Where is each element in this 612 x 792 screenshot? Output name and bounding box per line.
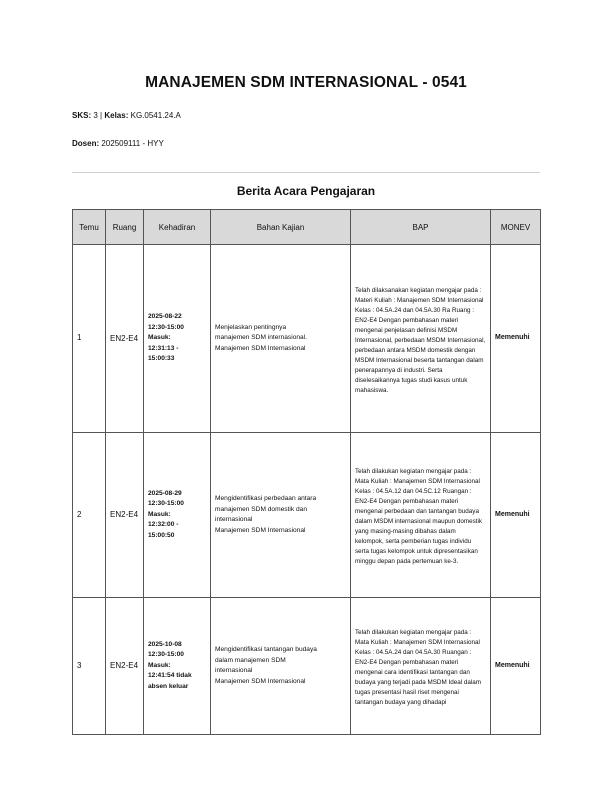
sks-label: SKS: [72,111,92,120]
bahan-line: Manajemen SDM Internasional [215,677,306,685]
ruang-cell: EN2-E4 [106,433,144,598]
kehadiran-cell [144,245,211,433]
course-title: MANAJEMEN SDM INTERNASIONAL - 0541 [145,74,467,91]
bahan-kajian-cell [211,433,351,598]
dosen-value: 202509111 - HYY [101,139,164,148]
bahan-line: manajemen SDM domestik dan [215,505,307,513]
header-temu: Temu [73,210,106,245]
ruang-cell: EN2-E4 [106,598,144,735]
kehadiran-out: absen keluar [148,682,189,690]
teaching-record-table [72,209,541,735]
bahan-line: Mengidentifikasi perbedaan antara [215,495,317,502]
monev-cell: Memenuhi [491,598,541,735]
temu-cell: 3 [73,598,106,735]
sks-value: 3 [93,111,98,120]
ruang-cell: EN2-E4 [106,245,144,433]
bap-cell: Telah dilaksanakan kegiatan mengajar pada : Materi Kuliah : Manajemen SDM Internasional Kelas : 04.5A.24 dan 04.5A.30 Ra Ruang : EN2-E4 Dengan pembahasan materi mengenai penjelasan definisi MSDM Internasional, perbedaan MSDM Internasional, perbedaan antara MSDM domestik dengan MSDM Internasional beserta tantangan dalam penerapannya di industri. Serta diselesaikannya tugas studi kasus untuk mahasiswa. [351,245,491,433]
header-ruang: Ruang [106,210,144,245]
kehadiran-time: 12:30-15:00 [148,500,184,508]
monev-cell: Memenuhi [491,433,541,598]
bap-cell [351,598,491,735]
dosen-label: Dosen: [72,139,100,148]
section-title: Berita Acara Pengajaran [236,184,376,198]
header-bap: BAP [351,210,491,245]
kelas-value: KG.0541.24.A [130,111,181,120]
bahan-line: dalam manajemen SDM [215,656,286,664]
kehadiran-time: 12:30-15:00 [148,323,184,331]
table-row [73,433,541,598]
monev-cell: Memenuhi [491,245,541,433]
table-row [73,245,541,433]
kehadiran-time: 12:30-15:00 [148,651,184,659]
bahan-line: Menjelaskan pentingnya [215,323,287,331]
meta-separator: | [100,111,103,120]
kehadiran-date: 2025-10-08 [148,640,182,648]
bahan-line: manajemen SDM internasional. [215,334,307,342]
divider [72,172,540,173]
kehadiran-in: 12:31:13 - [148,344,179,352]
kehadiran-cell [144,598,211,735]
bahan-line: Mengidentifikasi tantangan budaya [215,646,317,653]
header-kehadiran: Kehadiran [144,210,211,245]
kehadiran-in: 12:41:54 tidak [148,672,192,680]
kehadiran-label: Masuk: [148,661,171,669]
bap-cell: Telah dilakukan kegiatan mengajar pada : Mata Kuliah : Manajemen SDM Internasional Kelas : 04.5A.12 dan 04.5C.12 Ruangan : EN2-E4 Dengan pembahasan materi mengenai perbedaan dan tantangan budaya dalam MSDM internasional maupun domestik yang masing-masing dibahas dalam kelompok, serta pemberian tugas individu serta tugas kelompok untuk dipresentasikan minggu depan pada pertemuan ke-3. [351,433,491,598]
bahan-kajian-cell [211,598,351,735]
kehadiran-label: Masuk: [148,510,171,518]
bahan-line: Manajemen SDM Internasional [215,344,306,352]
lecturer-line [72,139,164,148]
kehadiran-in: 12:32:00 - [148,521,179,529]
kehadiran-label: Masuk: [148,334,171,342]
header-monev: MONEV [491,210,541,245]
temu-cell: 1 [73,245,106,433]
kelas-label: Kelas: [104,111,129,120]
course-meta-line [72,111,181,120]
bahan-line: internasional [215,667,253,674]
kehadiran-out: 15:00:33 [148,355,175,363]
bahan-line: internasional [215,516,253,523]
temu-cell: 2 [73,433,106,598]
table-row [73,598,541,735]
kehadiran-out: 15:00:50 [148,531,175,539]
kehadiran-date: 2025-08-22 [148,313,182,321]
bahan-kajian-cell [211,245,351,433]
table-header-row [73,210,541,245]
bahan-line: Manajemen SDM Internasional [215,526,306,534]
kehadiran-cell [144,433,211,598]
header-bahan-kajian: Bahan Kajian [211,210,351,245]
kehadiran-date: 2025-08-29 [148,489,182,497]
bap-text: Telah dilakukan kegiatan mengajar pada : Mata Kuliah : Manajemen SDM Internasional Kelas : 04.5A.24 dan 04.5A.30 Ruangan : EN2-E4 Dengan pembahasan materi mengenai cara identifikasi tantangan dan budaya yang terjadi pada MSDM Ideal dalam tugas presentasi hasil riset mengenai tantangan budaya yang dihadapi [355,629,482,706]
